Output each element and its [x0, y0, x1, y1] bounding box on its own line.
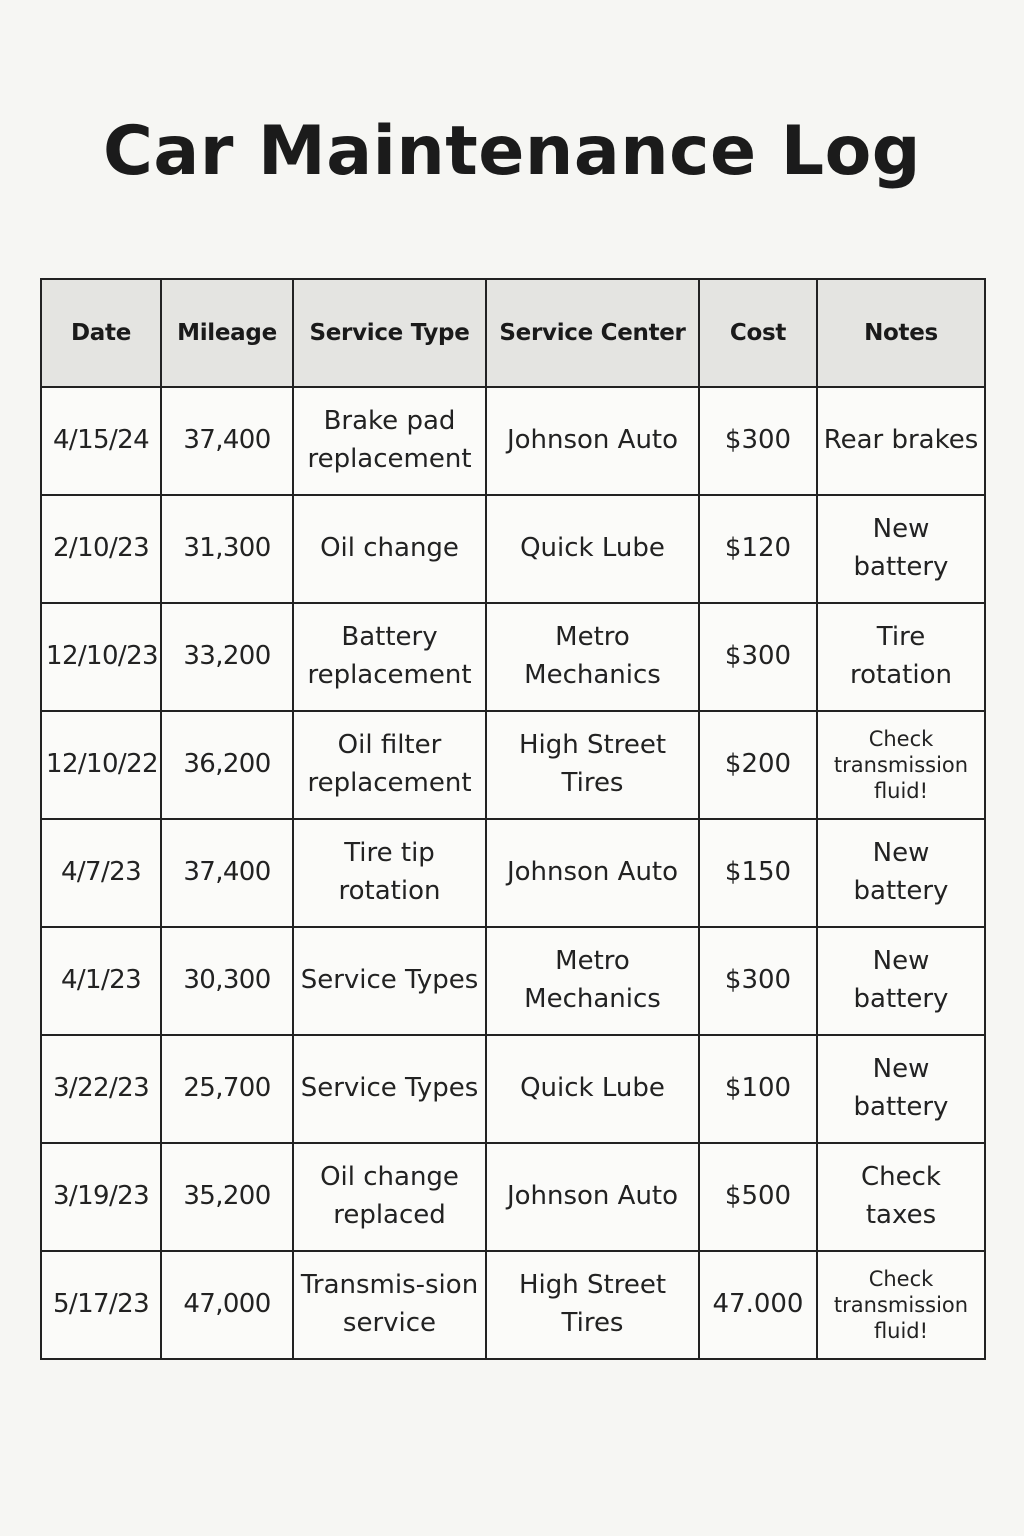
date-cell: 5/17/23 [41, 1251, 161, 1359]
table-row [41, 819, 985, 927]
service-type-cell: Brake pad replacement [293, 387, 486, 495]
cost-cell: 47.000 [699, 1251, 817, 1359]
service-type-cell: Oil filter replacement [293, 711, 486, 819]
date-cell: 12/10/22 [41, 711, 161, 819]
mileage-cell: 31,300 [161, 495, 293, 603]
table-header [41, 279, 985, 387]
table-row [41, 1143, 985, 1251]
table-row [41, 1251, 985, 1359]
service-center-cell: Metro Mechanics [486, 927, 699, 1035]
date-cell: 4/1/23 [41, 927, 161, 1035]
notes-cell: New battery [817, 927, 985, 1035]
mileage-cell: 37,400 [161, 387, 293, 495]
service-center-cell: Quick Lube [486, 495, 699, 603]
service-type-cell: Service Types [293, 1035, 486, 1143]
table-row [41, 711, 985, 819]
header-row [41, 279, 985, 387]
notes-cell: Check transmission fluid! [817, 1251, 985, 1359]
date-cell: 4/15/24 [41, 387, 161, 495]
date-cell: 2/10/23 [41, 495, 161, 603]
mileage-cell: 33,200 [161, 603, 293, 711]
column-header-mileage: Mileage [161, 279, 293, 387]
service-center-cell: Johnson Auto [486, 819, 699, 927]
notes-cell: Check taxes [817, 1143, 985, 1251]
service-center-cell: Metro Mechanics [486, 603, 699, 711]
notes-cell: Tire rotation [817, 603, 985, 711]
date-cell: 3/19/23 [41, 1143, 161, 1251]
cost-cell: $300 [699, 927, 817, 1035]
service-type-cell: Battery replacement [293, 603, 486, 711]
service-center-cell: High Street Tires [486, 711, 699, 819]
date-cell: 3/22/23 [41, 1035, 161, 1143]
cost-cell: $500 [699, 1143, 817, 1251]
notes-cell: Check transmission fluid! [817, 711, 985, 819]
notes-cell: New battery [817, 1035, 985, 1143]
mileage-cell: 25,700 [161, 1035, 293, 1143]
column-header-date: Date [41, 279, 161, 387]
table-row [41, 387, 985, 495]
column-header-notes: Notes [817, 279, 985, 387]
mileage-cell: 47,000 [161, 1251, 293, 1359]
maintenance-log-table [40, 278, 986, 1360]
table-body [41, 387, 985, 1359]
service-type-cell: Transmis-sion service [293, 1251, 486, 1359]
mileage-cell: 37,400 [161, 819, 293, 927]
service-type-cell: Oil change [293, 495, 486, 603]
cost-cell: $100 [699, 1035, 817, 1143]
table-row [41, 1035, 985, 1143]
service-type-cell: Service Types [293, 927, 486, 1035]
cost-cell: $300 [699, 603, 817, 711]
service-center-cell: Johnson Auto [486, 387, 699, 495]
service-center-cell: High Street Tires [486, 1251, 699, 1359]
notes-cell: New battery [817, 495, 985, 603]
service-center-cell: Johnson Auto [486, 1143, 699, 1251]
service-type-cell: Tire tip rotation [293, 819, 486, 927]
column-header-service-type: Service Type [293, 279, 486, 387]
mileage-cell: 36,200 [161, 711, 293, 819]
date-cell: 12/10/23 [41, 603, 161, 711]
cost-cell: $200 [699, 711, 817, 819]
table-row [41, 603, 985, 711]
date-cell: 4/7/23 [41, 819, 161, 927]
table-row [41, 495, 985, 603]
column-header-cost: Cost [699, 279, 817, 387]
mileage-cell: 35,200 [161, 1143, 293, 1251]
cost-cell: $300 [699, 387, 817, 495]
column-header-service-center: Service Center [486, 279, 699, 387]
notes-cell: New battery [817, 819, 985, 927]
service-type-cell: Oil change replaced [293, 1143, 486, 1251]
mileage-cell: 30,300 [161, 927, 293, 1035]
cost-cell: $120 [699, 495, 817, 603]
service-center-cell: Quick Lube [486, 1035, 699, 1143]
cost-cell: $150 [699, 819, 817, 927]
notes-cell: Rear brakes [817, 387, 985, 495]
page-title: Car Maintenance Log [103, 112, 921, 191]
table-row [41, 927, 985, 1035]
